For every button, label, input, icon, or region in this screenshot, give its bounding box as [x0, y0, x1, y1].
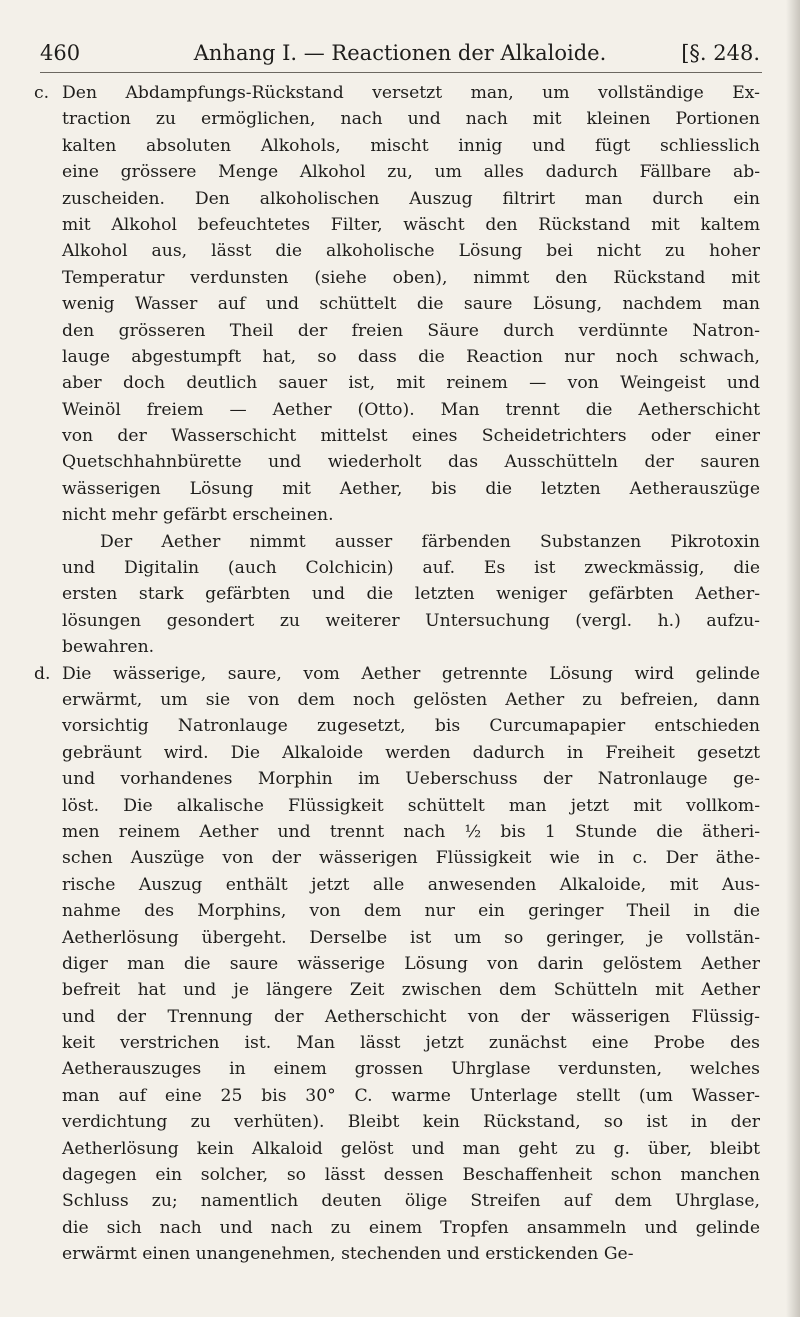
text-line: wenig Wasser auf und schüttelt die saure Lösung, nachdem man — [62, 294, 760, 315]
text-line: keit verstrichen ist. Man lässt jetzt zunächst eine Probe des — [62, 1033, 760, 1054]
header-title: Anhang I. — Reactionen der Alkaloide. — [193, 41, 607, 65]
text-line: mit Alkohol befeuchtetes Filter, wäscht den Rückstand mit kaltem — [62, 214, 760, 235]
header-divider — [40, 72, 762, 73]
text-line: Quetschhahnbürette und wiederholt das Ausschütteln der sauren — [62, 452, 760, 473]
page-edge-shadow — [786, 0, 800, 1317]
text-line: erwärmt, um sie von dem noch gelösten Aether zu befreien, dann — [62, 689, 760, 710]
text-line: kalten absoluten Alkohols, mischt innig und fügt schliesslich — [62, 135, 760, 156]
text-line: traction zu ermöglichen, nach und nach mit kleinen Portionen — [62, 109, 760, 130]
text-line: Weinöl freiem — Aether (Otto). Man trennt die Aetherschicht — [62, 399, 760, 420]
text-line: Der Aether nimmt ausser färbenden Substanzen Pikrotoxin — [100, 531, 760, 552]
text-line: aber doch deutlich sauer ist, mit reinem — von Weingeist und — [62, 373, 760, 394]
text-line: den grösseren Theil der freien Säure durch verdünnte Natron- — [62, 320, 760, 341]
text-line: Aetherlösung übergeht. Derselbe ist um so geringer, je vollstän- — [62, 927, 760, 948]
text-line: eine grössere Menge Alkohol zu, um alles dadurch Fällbare ab- — [62, 162, 760, 183]
text-line: Temperatur verdunsten (siehe oben), nimmt den Rückstand mit — [62, 267, 760, 288]
text-line: und der Trennung der Aetherschicht von der wässerigen Flüssig- — [62, 1006, 760, 1027]
text-line: bewahren. — [62, 637, 155, 658]
text-line: und vorhandenes Morphin im Ueberschuss der Natronlauge ge- — [62, 769, 760, 790]
text-line: Aetherauszuges in einem grossen Uhrglase verdunsten, welches — [62, 1059, 760, 1080]
paragraph-cont — [62, 529, 760, 661]
text-line: man auf eine 25 bis 30° C. warme Unterlage stellt (um Wasser- — [62, 1085, 760, 1106]
text-line: rische Auszug enthält jetzt alle anwesenden Alkaloide, mit Aus- — [62, 874, 760, 895]
text-line: lösungen gesondert zu weiterer Untersuchung (vergl. h.) aufzu- — [62, 610, 760, 631]
text-line: Alkohol aus, lässt die alkoholische Lösung bei nicht zu hoher — [62, 241, 760, 262]
paragraph-d — [34, 661, 760, 1268]
text-line: vorsichtig Natronlauge zugesetzt, bis Curcumapapier entschieden — [62, 716, 760, 737]
text-line: befreit hat und je längere Zeit zwischen dem Schütteln mit Aether — [62, 980, 760, 1001]
body-text — [34, 80, 760, 1268]
page-number: 460 — [40, 41, 81, 65]
text-line: ersten stark gefärbten und die letzten weniger gefärbten Aether- — [62, 584, 760, 605]
text-line: Schluss zu; namentlich deuten ölige Streifen auf dem Uhrglase, — [62, 1191, 760, 1212]
text-line: wässerigen Lösung mit Aether, bis die letzten Aetherauszüge — [62, 478, 760, 499]
running-header — [40, 38, 760, 74]
text-line: diger man die saure wässerige Lösung von darin gelöstem Aether — [62, 953, 760, 974]
text-line: löst. Die alkalische Flüssigkeit schüttelt man jetzt mit vollkom- — [62, 795, 760, 816]
text-line: und Digitalin (auch Colchicin) auf. Es ist zweckmässig, die — [62, 558, 760, 579]
text-line: erwärmt einen unangenehmen, stechenden und erstickenden Ge- — [62, 1244, 634, 1265]
text-line: men reinem Aether und trennt nach ½ bis 1 Stunde die ätheri- — [62, 821, 760, 842]
text-line: lauge abgestumpft hat, so dass die Reaction nur noch schwach, — [62, 346, 760, 367]
text-line: dagegen ein solcher, so lässt dessen Beschaffenheit schon manchen — [62, 1165, 760, 1186]
text-line: verdichtung zu verhüten). Bleibt kein Rückstand, so ist in der — [62, 1112, 760, 1133]
text-line: schen Auszüge von der wässerigen Flüssigkeit wie in c. Der äthe- — [62, 848, 760, 869]
section-reference: [§. 248. — [681, 41, 760, 65]
text-line: Aetherlösung kein Alkaloid gelöst und man geht zu g. über, bleibt — [62, 1138, 760, 1159]
paragraph-marker: c. — [34, 83, 50, 103]
text-line: zuscheiden. Den alkoholischen Auszug filtrirt man durch ein — [62, 188, 760, 209]
text-line: nicht mehr gefärbt erscheinen. — [62, 505, 334, 526]
paragraph-c — [34, 80, 760, 529]
text-line: Den Abdampfungs-Rückstand versetzt man, um vollständige Ex- — [62, 83, 760, 103]
text-line: Die wässerige, saure, vom Aether getrennte Lösung wird gelinde — [62, 663, 760, 684]
paragraph-marker: d. — [34, 663, 51, 684]
text-line: die sich nach und nach zu einem Tropfen ansammeln und gelinde — [62, 1217, 760, 1238]
text-line: von der Wasserschicht mittelst eines Scheidetrichters oder einer — [62, 426, 760, 447]
text-line: nahme des Morphins, von dem nur ein geringer Theil in die — [62, 901, 760, 922]
text-line: gebräunt wird. Die Alkaloide werden dadurch in Freiheit gesetzt — [62, 742, 760, 763]
